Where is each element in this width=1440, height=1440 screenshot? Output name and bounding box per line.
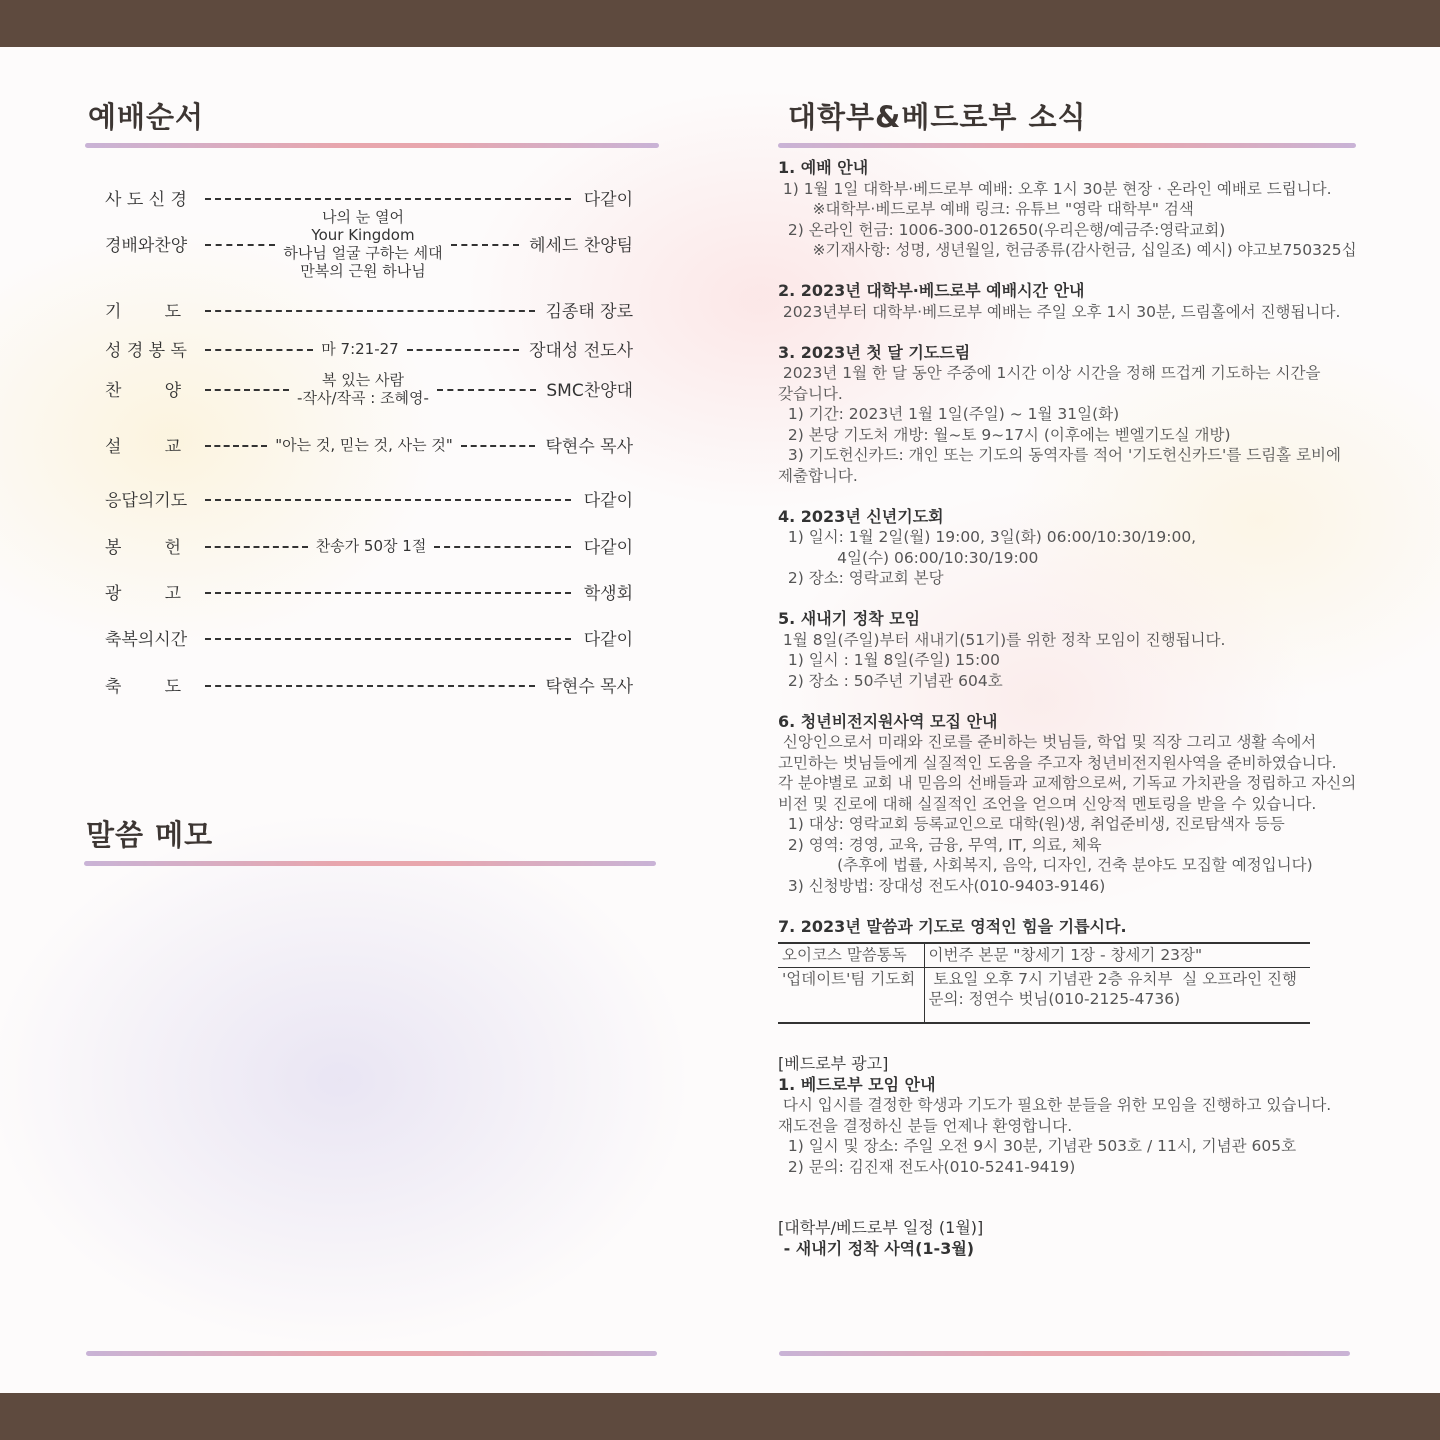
news-line: 1) 대상: 영락교회 등록교인으로 대학(원)생, 취업준비생, 진로탐색자 등등 — [778, 815, 1285, 833]
order-label: 축복의시간 — [105, 630, 188, 650]
order-leader: SMC찬양대 — [546, 381, 633, 401]
order-label: 봉 헌 — [105, 538, 182, 558]
news-section-heading: 6. 청년비전지원사역 모집 안내 — [778, 711, 998, 731]
order-leader: 헤세드 찬양팀 — [529, 236, 633, 256]
order-leader: 다같이 — [583, 491, 633, 511]
news-line: 각 분야별로 교회 내 믿음의 선배들과 교제함으로써, 기독교 가치관을 정립하고 자신의 — [778, 774, 1357, 792]
dashed-leader-line — [205, 349, 313, 351]
order-leader: 학생회 — [583, 584, 633, 604]
order-label: 사 도 신 경 — [105, 190, 187, 210]
dashed-leader-line — [407, 349, 519, 351]
dashed-leader-line — [205, 310, 535, 312]
peter-ad-line: 2) 문의: 김진재 전도사(010-5241-9419) — [778, 1157, 1076, 1176]
bottom-bar — [0, 1393, 1440, 1440]
table-cell: 이번주 본문 "창세기 1장 - 창세기 23장" — [924, 943, 1310, 967]
news-line: 제출합니다. — [778, 466, 858, 485]
order-detail: 찬송가 50장 1절 — [315, 537, 427, 555]
order-row — [105, 579, 633, 609]
news-section-heading: 3. 2023년 첫 달 기도드림 — [778, 342, 971, 362]
news-line: 1) 일시 : 1월 8일(주일) 15:00 — [778, 651, 1000, 669]
dashed-leader-line — [205, 499, 571, 501]
news-line: 2023년부터 대학부·베드로부 예배는 주일 오후 1시 30분, 드림홀에서 진행됩니다. — [778, 302, 1341, 321]
order-label: 설 교 — [105, 437, 182, 457]
news-line: 비전 및 진로에 대해 실질적인 조언을 얻으며 신앙적 멘토링을 받을 수 있습니다. — [778, 794, 1317, 813]
dashed-leader-line — [434, 546, 571, 548]
dashed-leader-line — [461, 445, 536, 447]
news-line: 고민하는 벗님들에게 실질적인 도움을 주고자 청년비전지원사역을 준비하였습니다. — [778, 753, 1337, 772]
dashed-leader-line — [205, 638, 571, 640]
order-detail: 나의 눈 열어 Your Kingdom 하나님 얼굴 구하는 세대 만복의 근원 하나님 — [283, 208, 443, 280]
news-line: 2023년 1월 한 달 동안 주중에 1시간 이상 시간을 정해 뜨겁게 기도하는 시간을 — [778, 364, 1321, 382]
news-line: ※대학부·베드로부 예배 링크: 유튜브 "영락 대학부" 검색 — [778, 200, 1194, 218]
table-row — [778, 967, 1310, 1023]
section-7-heading: 7. 2023년 말씀과 기도로 영적인 힘을 기릅시다. — [778, 916, 1127, 936]
news-line: 3) 기도헌신카드: 개인 또는 기도의 동역자를 적어 '기도헌신카드'를 드림홀 로비에 — [778, 446, 1341, 464]
dashed-leader-line — [205, 389, 289, 391]
news-line: 1) 기간: 2023년 1월 1일(주일) ~ 1월 31일(화) — [778, 405, 1120, 423]
top-bar — [0, 0, 1440, 47]
memo-title: 말씀 메모 — [86, 818, 214, 852]
left-bottom-rule — [86, 1351, 657, 1356]
schedule-tag: [대학부/베드로부 일정 (1월)] — [778, 1218, 984, 1237]
order-label: 경배와찬양 — [105, 236, 188, 256]
order-leader: 김종태 장로 — [545, 302, 633, 322]
order-leader: 다같이 — [583, 190, 633, 210]
order-label: 축 도 — [105, 677, 182, 697]
peter-ad-line: 재도전을 결정하신 분들 언제나 환영합니다. — [778, 1116, 1073, 1135]
order-detail: "아는 것, 믿는 것, 사는 것" — [275, 436, 453, 454]
peter-ad-heading: 1. 베드로부 모임 안내 — [778, 1074, 936, 1094]
table-cell: '업데이트'팀 기도회 — [778, 967, 924, 1023]
news-section-heading: 4. 2023년 신년기도회 — [778, 506, 944, 526]
dashed-leader-line — [205, 592, 571, 594]
peter-ad-line: 다시 입시를 결정한 학생과 기도가 필요한 분들을 위한 모임을 진행하고 있습니다. — [778, 1096, 1332, 1114]
news-line: 2) 장소: 영락교회 본당 — [778, 569, 944, 587]
dashed-leader-line — [437, 389, 536, 391]
order-leader: 탁현수 목사 — [545, 437, 633, 457]
worship-title: 예배순서 — [88, 100, 205, 134]
news-line: 2) 영역: 경영, 교육, 금융, 무역, IT, 의료, 체육 — [778, 835, 1102, 854]
order-row — [105, 297, 633, 327]
right-bottom-rule — [779, 1351, 1350, 1356]
order-label: 광 고 — [105, 584, 182, 604]
peter-ad-tag: [베드로부 광고] — [778, 1054, 889, 1073]
order-label: 찬 양 — [105, 381, 182, 401]
order-label: 응답의기도 — [105, 491, 188, 511]
news-line: 2) 온라인 헌금: 1006-300-012650(우리은행/예금주:영락교회) — [778, 220, 1226, 239]
news-section-heading: 5. 새내기 정착 모임 — [778, 609, 921, 628]
news-body — [778, 158, 1378, 1259]
news-section-heading: 2. 2023년 대학부·베드로부 예배시간 안내 — [778, 281, 1085, 300]
order-row — [105, 336, 633, 366]
news-line: (추후에 법률, 사회복지, 음악, 디자인, 건축 분야도 모집할 예정입니다) — [778, 856, 1313, 874]
order-leader: 다같이 — [583, 538, 633, 558]
dashed-leader-line — [205, 244, 275, 246]
news-title-rule — [778, 143, 1356, 148]
order-row — [105, 208, 633, 280]
order-leader: 다같이 — [583, 630, 633, 650]
table-cell: 오이코스 말씀통독 — [778, 943, 924, 967]
dashed-leader-line — [205, 445, 267, 447]
table-cell: 토요일 오후 7시 기념관 2층 유치부 실 오프라인 진행 문의: 정연수 벗님(010-2125-4736) — [924, 967, 1310, 1023]
order-label: 기 도 — [105, 302, 182, 322]
peter-ad-line: 1) 일시 및 장소: 주일 오전 9시 30분, 기념관 503호 / 11시, 기념관 605호 — [778, 1137, 1297, 1155]
news-line: 3) 신청방법: 장대성 전도사(010-9403-9146) — [778, 876, 1106, 895]
news-line: ※기재사항: 성명, 생년월일, 헌금종류(감사헌금, 십일조) 예시) 야고보750325십 — [778, 241, 1357, 259]
dashed-leader-line — [205, 546, 308, 548]
news-line: 1) 일시: 1월 2일(월) 19:00, 3일(화) 06:00/10:30/19:00, — [778, 528, 1197, 546]
news-title: 대학부&베드로부 소식 — [788, 100, 1087, 134]
dashed-leader-line — [451, 244, 519, 246]
memo-title-rule — [84, 861, 656, 866]
order-row — [105, 371, 633, 407]
order-row — [105, 672, 633, 702]
prayer-table — [778, 942, 1310, 1024]
worship-title-rule — [85, 143, 659, 148]
order-row — [105, 486, 633, 516]
news-line: 갖습니다. — [778, 384, 843, 403]
order-row — [105, 432, 633, 462]
dashed-leader-line — [205, 685, 535, 687]
news-line: 4일(수) 06:00/10:30/19:00 — [778, 548, 1039, 567]
order-detail: 복 있는 사람 -작사/작곡 : 조혜영- — [297, 371, 429, 407]
schedule-line: - 새내기 정착 사역(1-3월) — [778, 1238, 975, 1258]
news-line: 1) 1월 1일 대학부·베드로부 예배: 오후 1시 30분 현장 · 온라인 예배로 드립니다. — [778, 179, 1332, 198]
news-section-heading: 1. 예배 안내 — [778, 158, 869, 177]
order-label: 성 경 봉 독 — [105, 341, 187, 361]
order-detail: 마 7:21-27 — [321, 340, 399, 358]
order-row — [105, 625, 633, 655]
order-leader: 탁현수 목사 — [545, 677, 633, 697]
news-line: 신앙인으로서 미래와 진로를 준비하는 벗님들, 학업 및 직장 그리고 생활 속에서 — [778, 733, 1317, 751]
dashed-leader-line — [205, 198, 571, 200]
table-row — [778, 943, 1310, 967]
news-line: 1월 8일(주일)부터 새내기(51기)를 위한 정착 모임이 진행됩니다. — [778, 630, 1226, 649]
order-leader: 장대성 전도사 — [529, 341, 633, 361]
order-row — [105, 533, 633, 563]
news-line: 2) 장소 : 50주년 기념관 604호 — [778, 671, 1003, 690]
news-line: 2) 본당 기도처 개방: 월~토 9~17시 (이후에는 벧엘기도실 개방) — [778, 425, 1231, 444]
